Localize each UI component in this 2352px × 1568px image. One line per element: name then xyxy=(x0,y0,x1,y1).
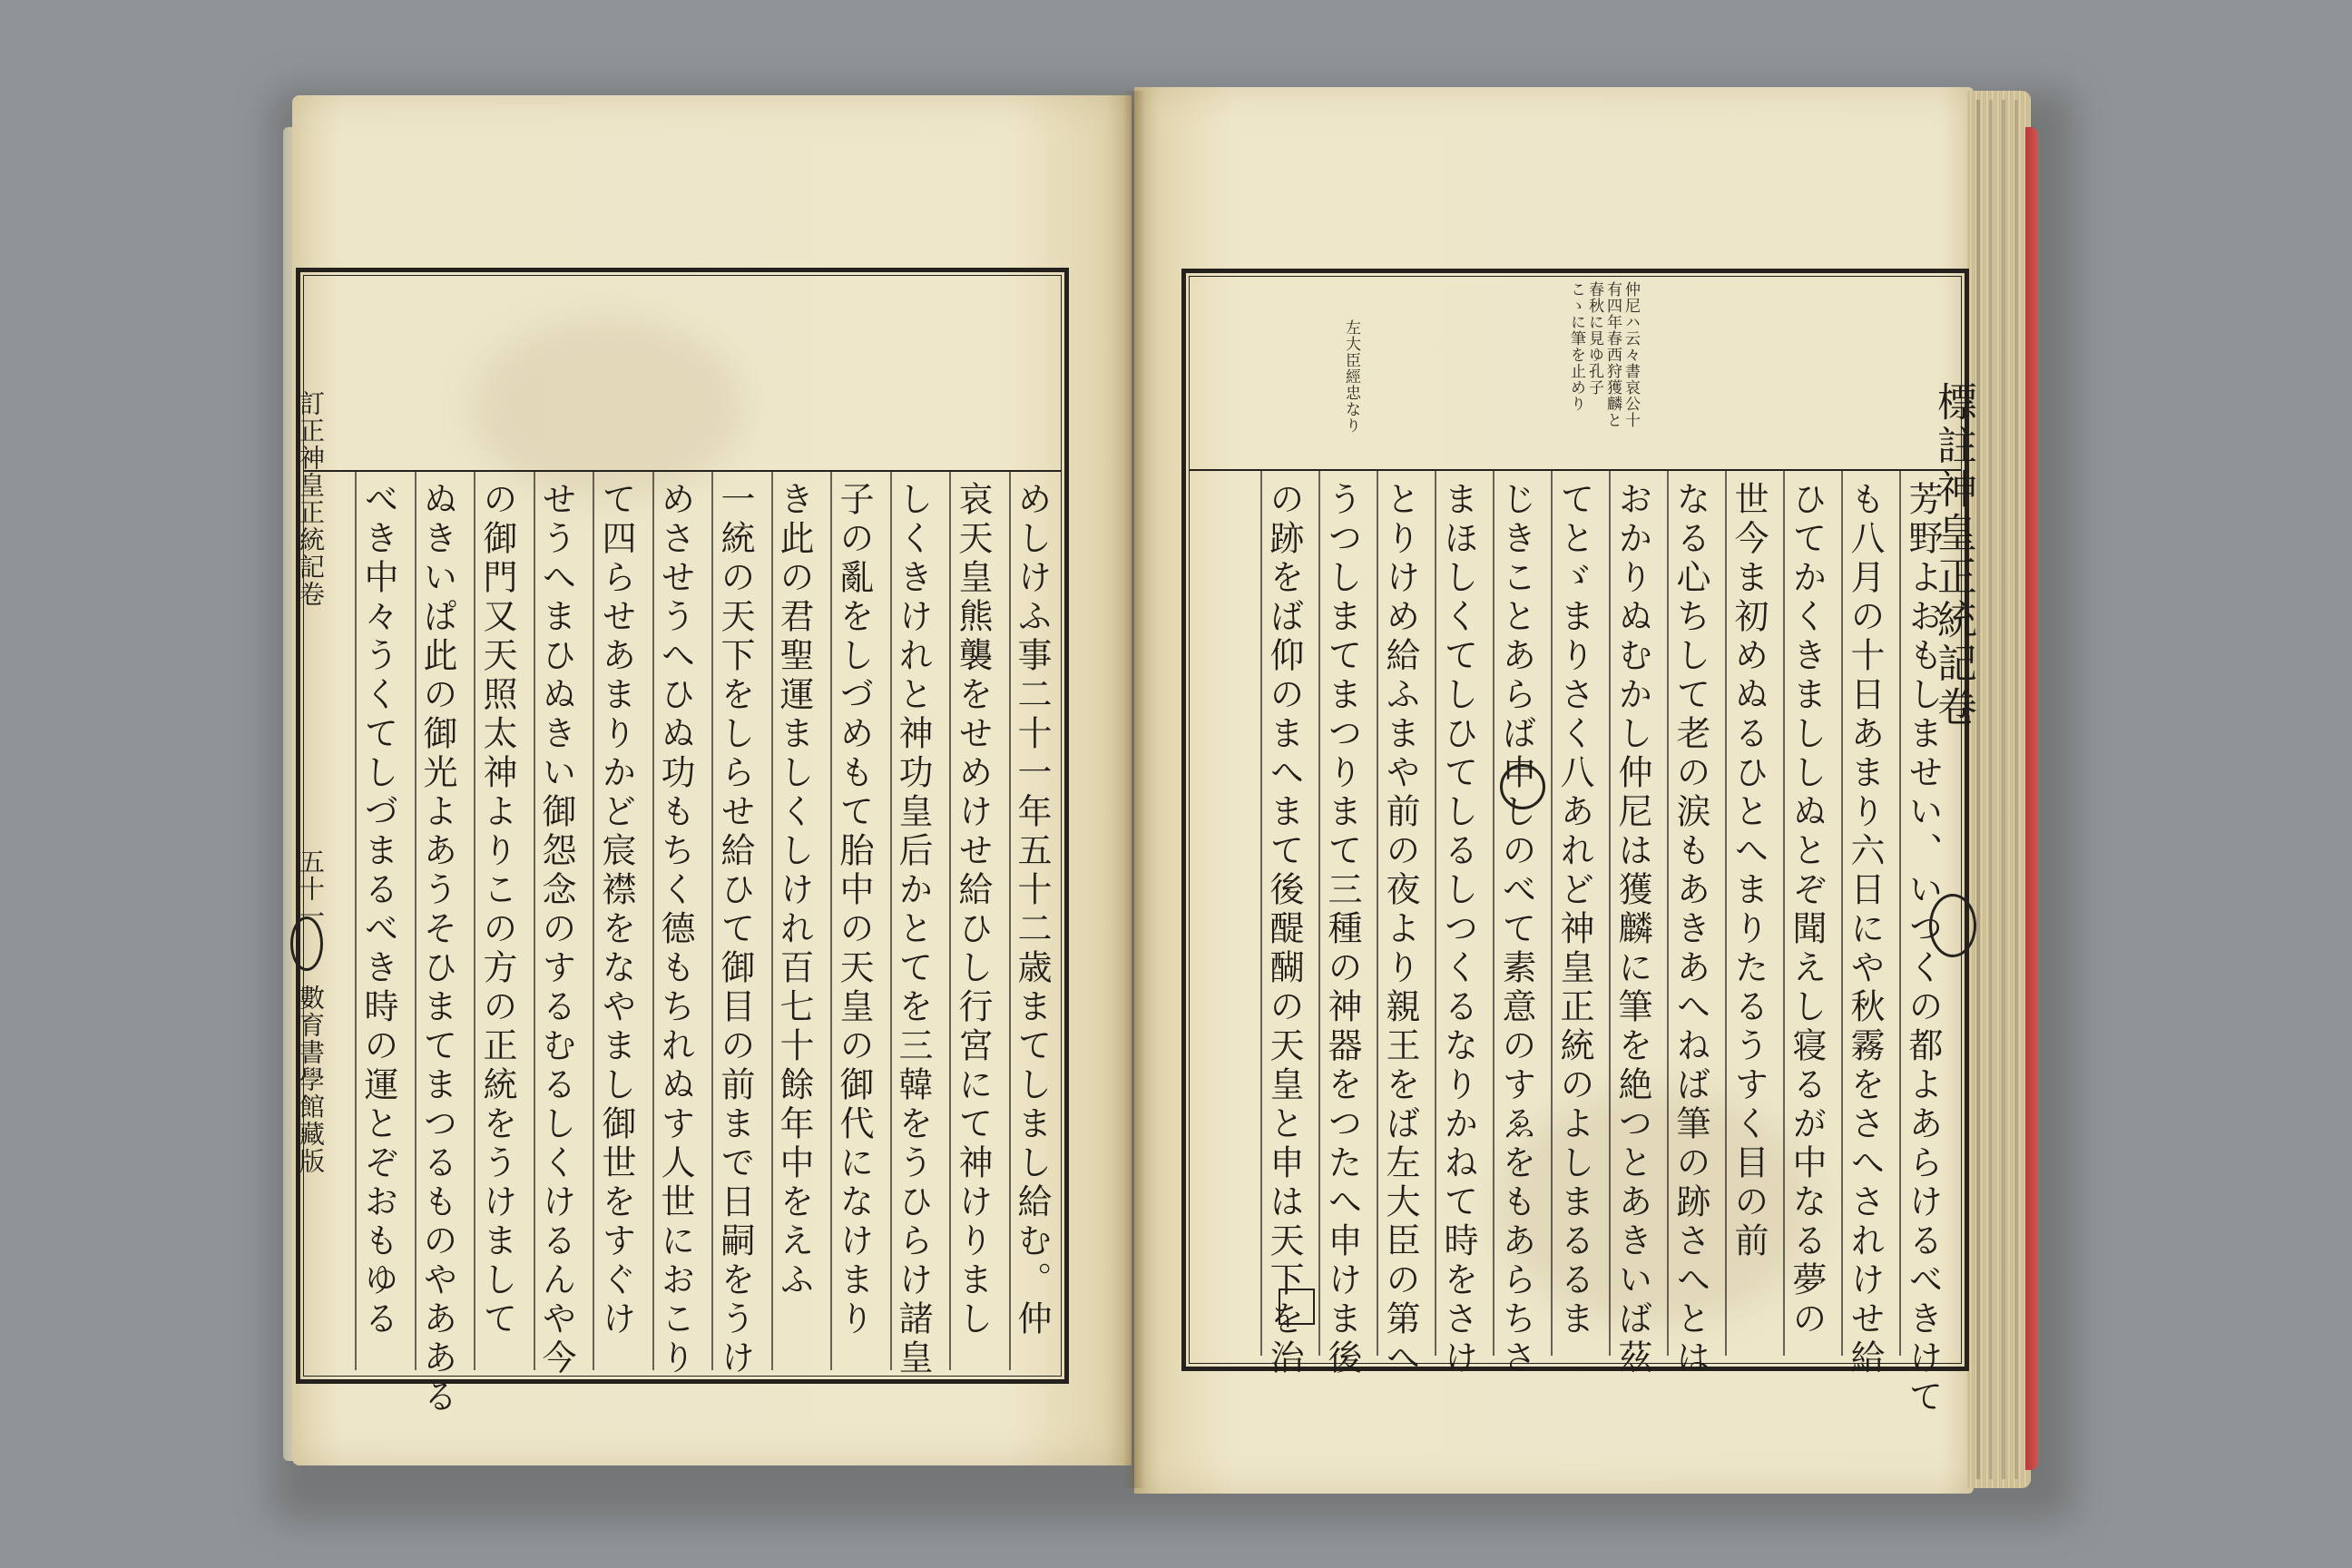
text-column-4: 世今ま初めぬるひとへまりたるうすく目の前 xyxy=(1729,481,1769,1261)
column-rule xyxy=(771,472,773,1370)
text-column-11: ぬきいぱ此の御光よあうそひまてまつるものやあある xyxy=(417,481,457,1417)
text-column-1: 芳野よおもしませい、いつくの都よあらけるべきけて xyxy=(1903,481,1943,1417)
text-column-8: て四らせあまりかど宸襟をなやまし御世をすぐけ xyxy=(596,481,636,1339)
column-rule xyxy=(949,472,951,1370)
text-column-4: 子の亂をしづめもて胎中の天皇の御代になけまり xyxy=(834,481,874,1339)
column-rule xyxy=(1009,472,1011,1370)
column-rule xyxy=(534,472,535,1370)
column-rule xyxy=(1725,471,1727,1356)
text-column-11: うつしまてまつりまて三種の神器をつたへ申けま後 xyxy=(1322,481,1362,1378)
text-column-9: まほしくてしひてしるしつくるなりかねて時をさけ xyxy=(1438,481,1478,1378)
text-column-10: とりけめ給ふまや前の夜より親王をば左大臣の第へ xyxy=(1380,481,1420,1378)
text-column-9: せうへまひぬきい御怨念のするむるしくけるんや今 xyxy=(536,481,576,1378)
text-column-3: しくきけれと神功皇后かとてを三韓をうひらけ諸皇 xyxy=(893,481,933,1378)
column-rule xyxy=(415,472,416,1370)
column-rule xyxy=(1667,471,1669,1356)
leaf-number: 五十一 xyxy=(296,848,326,930)
right-headnote-rule xyxy=(1189,469,1962,471)
column-rule xyxy=(593,472,594,1370)
left-headnote-rule xyxy=(303,470,1062,472)
red-cover-edge xyxy=(2025,127,2038,1470)
column-rule xyxy=(1841,471,1843,1356)
fore-edge-line xyxy=(2014,100,2018,1479)
column-rule xyxy=(1551,471,1553,1356)
column-rule xyxy=(890,472,892,1370)
headnote-1: 仲尼ハ云々書哀公十 xyxy=(1622,281,1640,428)
text-column-8: じきことあらば申しのべて素意のすゑをもあらちさ xyxy=(1496,481,1536,1378)
book-gutter xyxy=(1123,91,1145,1488)
headnote-2: 有四年春西狩獲麟と xyxy=(1603,281,1622,428)
leaf-mark xyxy=(290,916,323,971)
column-rule xyxy=(1609,471,1611,1356)
text-column-1: めしけふ事二十一年五十二歳まてしまし給む。仲 xyxy=(1012,481,1052,1339)
running-title-left: 訂正神皇正統記卷 xyxy=(296,390,326,608)
headnote-4: こゝに筆を止めり xyxy=(1567,281,1585,412)
circled-numeral-mark xyxy=(1500,764,1545,809)
publisher-mark: 數育書學館藏版 xyxy=(296,985,326,1175)
text-column-12: の跡をば仰のまへまて後醍醐の天皇と申は天下を治 xyxy=(1264,481,1304,1378)
text-column-6: 一統の天下をしらせ給ひて御目の前まで日嗣をうけ xyxy=(715,481,755,1378)
running-title-right: 標註神皇正統記卷 xyxy=(1930,381,1976,730)
text-column-2: も八月の十日あまり六日にや秋霧をさへされけせ給 xyxy=(1845,481,1885,1378)
text-column-5: なる心ちして老の涙もあきあへねば筆の跡さへとは xyxy=(1671,481,1710,1378)
boxed-glyph-mark xyxy=(1279,1289,1315,1325)
column-rule xyxy=(1377,471,1378,1356)
column-rule xyxy=(1783,471,1785,1356)
column-rule xyxy=(830,472,832,1370)
headnote-5: 左大臣經忠なり xyxy=(1342,319,1360,434)
column-rule xyxy=(711,472,713,1370)
text-column-12: べき中々うくてしづまるべき時の運とぞおもゆる xyxy=(358,481,398,1339)
text-column-2: 哀天皇熊襲をせめけせ給ひし行宮にて神けりまし xyxy=(953,481,993,1339)
column-rule xyxy=(1899,471,1901,1356)
text-column-5: き此の君聖運ましくしけれ百七十餘年中をえふ xyxy=(774,481,814,1300)
text-column-3: ひてかくきまししぬとぞ聞えし寝るが中なる夢の xyxy=(1787,481,1827,1339)
text-column-7: てとゞまりさく八あれど神皇正統のよしまるるま xyxy=(1554,481,1594,1339)
text-column-7: めさせうへひぬ功もちく德もちれぬす人世におこり xyxy=(655,481,695,1378)
column-rule xyxy=(1260,471,1262,1356)
leaf-mark-right xyxy=(1929,894,1976,957)
headnote-3: 春秋に見ゆ孔子 xyxy=(1585,281,1603,396)
fore-edge-line xyxy=(1989,100,1993,1479)
column-rule xyxy=(355,472,357,1370)
column-rule xyxy=(1493,471,1494,1356)
fore-edge-line xyxy=(2002,100,2005,1479)
column-rule xyxy=(1435,471,1436,1356)
column-rule xyxy=(652,472,654,1370)
column-rule xyxy=(1318,471,1320,1356)
fore-edge-line xyxy=(1976,100,1980,1479)
text-column-10: の御門又天照太神よりこの方の正統をうけまして xyxy=(477,481,517,1339)
column-rule xyxy=(474,472,475,1370)
text-column-6: おかりぬむかし仲尼は獲麟に筆を絶つとあきいば茲 xyxy=(1612,481,1652,1378)
